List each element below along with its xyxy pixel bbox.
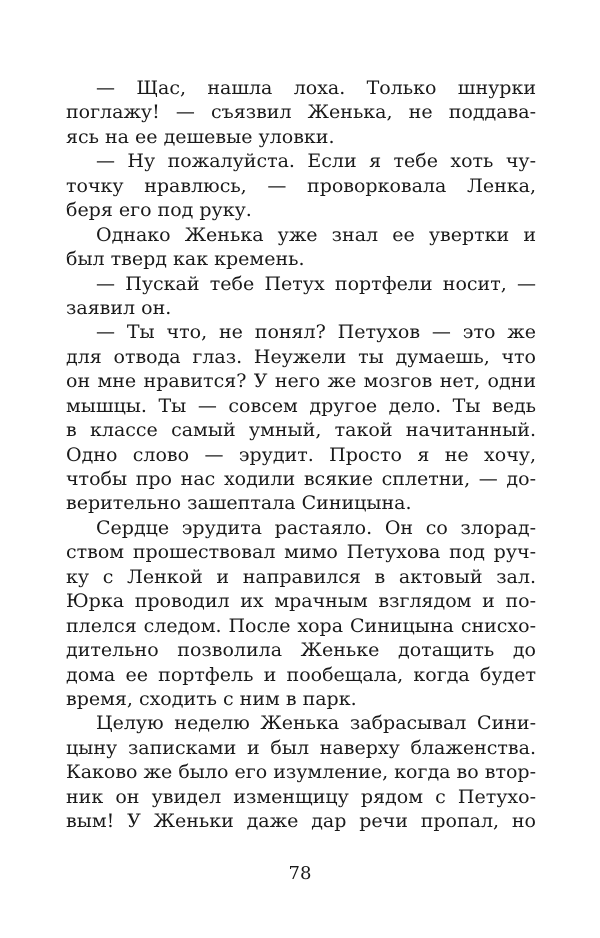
text-line: вым! У Женьки даже дар речи пропал, но: [66, 810, 536, 833]
text-line: Целую неделю Женька забрасывал Сини-: [96, 712, 536, 735]
paragraph: [66, 223, 536, 272]
text-line: цыну записками и был наверху блаженства.: [66, 736, 536, 759]
text-line: плелся следом. После хора Синицына снисхо-: [66, 614, 536, 637]
text-line: заявил он.: [66, 296, 172, 319]
page-number: 78: [288, 863, 312, 884]
text-line: он мне нравится? У него же мозгов нет, одни: [66, 370, 536, 393]
text-line: поглажу! — съязвил Женька, не поддава-: [66, 101, 536, 124]
paragraph: [66, 272, 536, 321]
text-line: в классе самый умный, такой начитанный.: [66, 419, 536, 442]
text-line: — Ну пожалуйста. Если я тебе хоть чу-: [96, 150, 536, 173]
text-line: точку нравлюсь, — проворковала Ленка,: [66, 174, 536, 197]
text-line: верительно зашептала Синицына.: [66, 492, 412, 515]
text-line: ством прошествовал мимо Петухова под руч-: [66, 541, 536, 564]
text-line: ясь на ее дешевые уловки.: [66, 125, 335, 148]
text-line: — Щас, нашла лоха. Только шнурки: [96, 77, 536, 99]
text-line: мышцы. Ты — совсем другое дело. Ты ведь: [66, 394, 536, 417]
paragraph: [66, 711, 536, 833]
text-line: Однако Женька уже знал ее увертки и: [96, 223, 536, 246]
book-page-text: [66, 76, 536, 834]
text-line: — Пускай тебе Петух портфели носит, —: [96, 272, 536, 295]
text-line: ку с Ленкой и направился в актовый зал.: [66, 565, 536, 588]
text-line: ник он увидел изменщицу рядом с Петухо-: [66, 785, 536, 808]
text-line: беря его под руку.: [66, 199, 252, 222]
text-line: Одно слово — эрудит. Просто я не хочу,: [66, 443, 536, 466]
paragraph: [66, 516, 536, 712]
text-line: Юрка проводил их мрачным взглядом и по-: [66, 590, 536, 613]
text-line: время, сходить с ним в парк.: [66, 687, 357, 710]
text-line: для отвода глаз. Неужели ты думаешь, что: [66, 345, 536, 368]
text-line: Каково же было его изумление, когда во втор-: [66, 761, 536, 784]
text-line: Сердце эрудита растаяло. Он со злорад-: [96, 516, 536, 539]
text-line: — Ты что, не понял? Петухов — это же: [96, 321, 536, 344]
text-line: дительно позволила Женьке дотащить до: [66, 639, 536, 662]
paragraph: [66, 76, 536, 149]
paragraph: [66, 320, 536, 516]
text-line: был тверд как кремень.: [66, 248, 305, 271]
text-line: дома ее портфель и пообещала, когда будет: [66, 663, 536, 686]
paragraph: [66, 149, 536, 222]
text-line: чтобы про нас ходили всякие сплетни, — до-: [66, 468, 536, 490]
